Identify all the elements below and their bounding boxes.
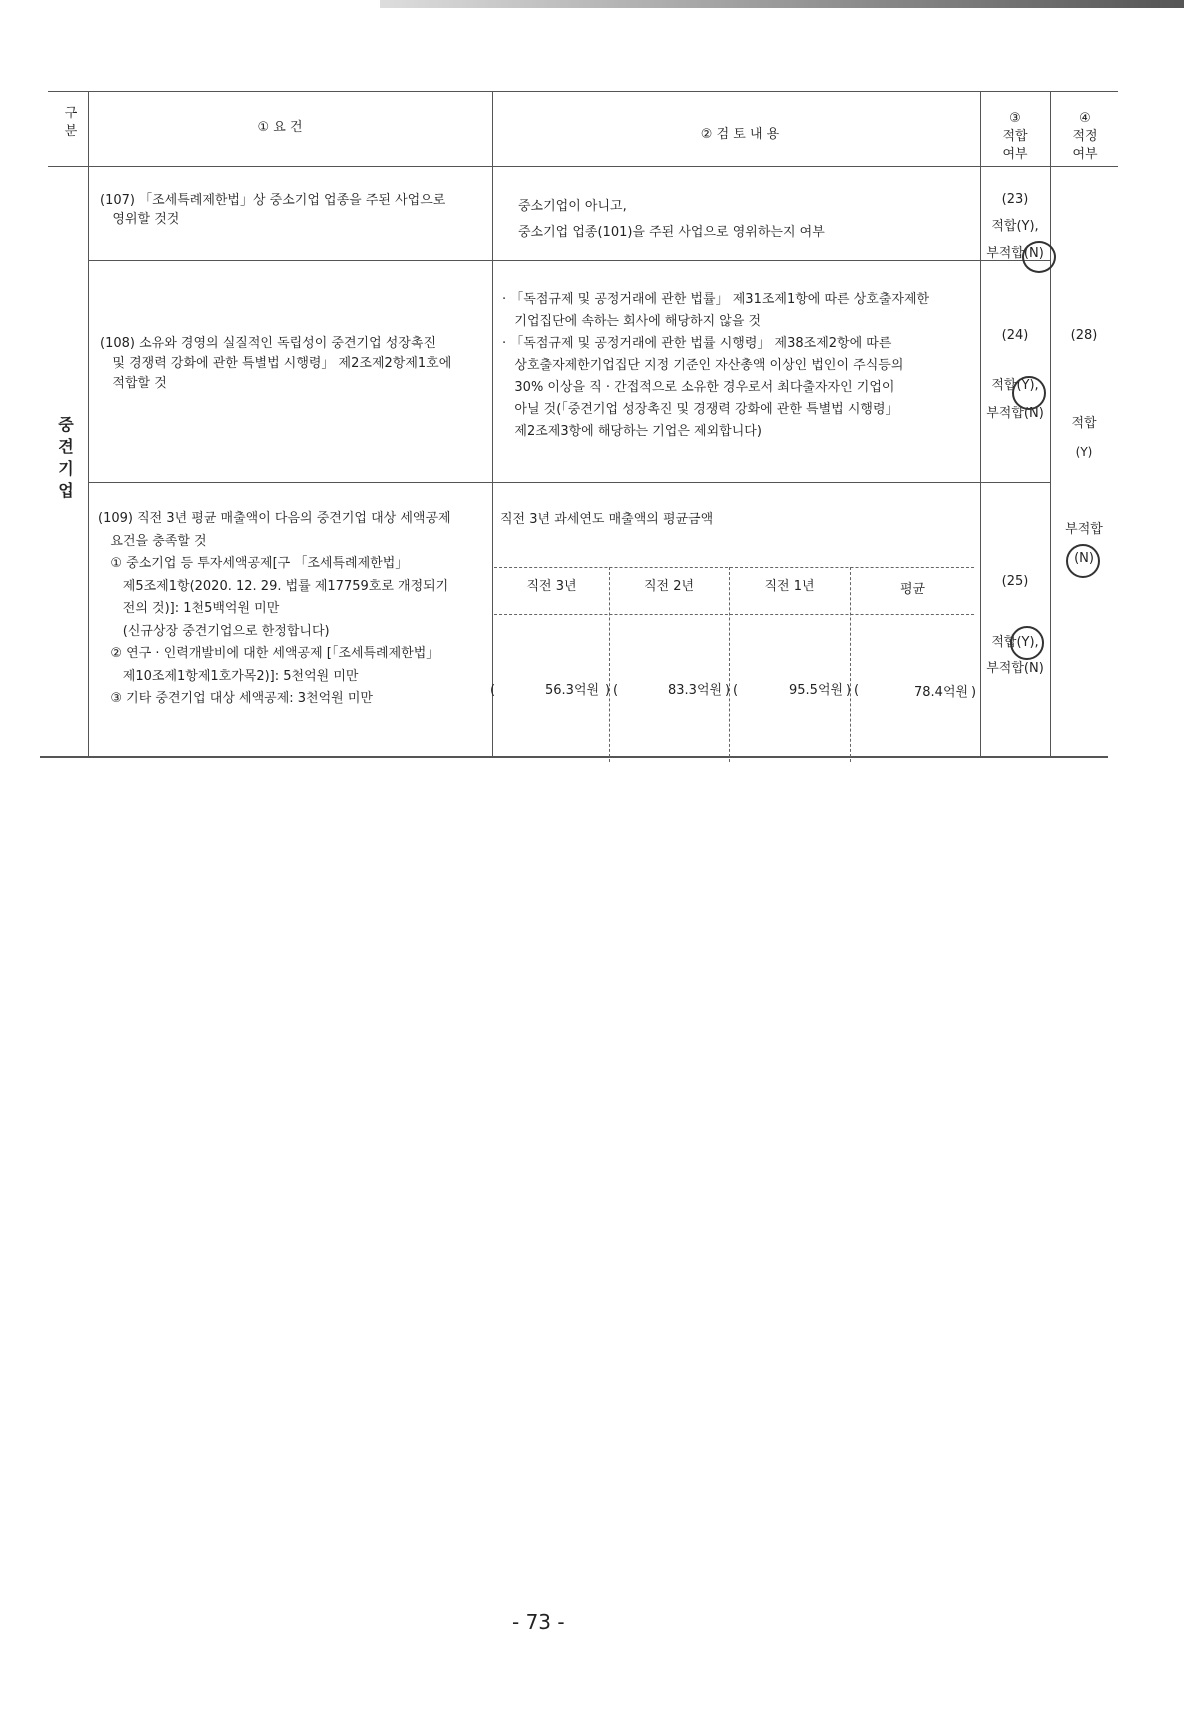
sales-table-top: [494, 567, 974, 568]
sales-header-avg: 평균: [899, 582, 926, 597]
col-divider-1: [88, 91, 89, 756]
col-divider-4: [1050, 91, 1051, 756]
sales-table-mid: [494, 614, 974, 615]
final-number: (28): [1070, 328, 1098, 343]
header-requirement: ① 요 건: [257, 120, 303, 135]
selected-y-circle: [1012, 376, 1046, 410]
header-bottom-border: [48, 166, 1118, 167]
row109-fit: 적합(Y), 부적합(N): [986, 635, 1044, 676]
sales-value-y1: 95.5억원: [789, 683, 844, 698]
row108-fit: (24) 적합(Y), 부적합(N): [986, 328, 1044, 421]
table-bottom-border: [40, 756, 1108, 758]
row1-bottom-border: [88, 260, 1050, 261]
close-paren: ): [605, 683, 611, 698]
open-paren: (: [490, 683, 496, 698]
header-fit: ③ 적합 여부: [1002, 111, 1028, 162]
sales-value-y3: 56.3억원: [545, 683, 600, 698]
sales-header-y2: 직전 2년: [643, 579, 695, 594]
row109-requirement: (109) 직전 3년 평균 매출액이 다음의 중견기업 대상 세액공제 요건을 충족할 것 ① 중소기업 등 투자세액공제[구 「조세특례제한법」 제5조제1항(2020. 12. 29. 법률 제17759호로 개정되기 전의 것)]: 1천5백억원 미만 (신규상장 중견기업으로 한정합니다) ② 연구 · 인력개발비에 대한 세액공제 [「조세특례제한법」 제10조제1항제1호가목2)]: 5천억원 미만 ③ 기타 중견기업 대상 세액공제: 3천억원 미만: [98, 511, 451, 706]
open-paren: (: [854, 683, 860, 698]
row109-review-title: 직전 3년 과세연도 매출액의 평균금액: [500, 512, 714, 527]
category-label: 중 견 기 업: [58, 415, 74, 500]
close-paren: ): [971, 685, 977, 700]
open-paren: (: [613, 683, 619, 698]
open-paren: (: [733, 683, 739, 698]
sales-col-div-2: [729, 567, 730, 762]
final-selected-circle: [1066, 544, 1100, 578]
sales-header-y1: 직전 1년: [764, 579, 815, 594]
selected-n-circle: [1022, 241, 1056, 273]
page-number: - 73 -: [512, 1610, 565, 1634]
scan-edge: [380, 0, 1184, 8]
row108-review: · 「독점규제 및 공정거래에 관한 법률」 제31조제1항에 따른 상호출자제한 기업집단에 속하는 회사에 해당하지 않을 것 · 「독점규제 및 공정거래에 관한 법률 시행령」 제38조제2항에 따른 상호출자제한기업집단 지정 기준인 자산총액 이상인 법인이 주식등의 30% 이상을 직 · 간접적으로 소유한 경우로서 최다출자자인 기업이 아닐 것(「중견기업 성장촉진 및 경쟁력 강화에 관한 특별법 시행령」 제2조제3항에 해당하는 기업은 제외합니다): [502, 292, 930, 439]
row107-requirement: (107) 「조세특례제한법」상 중소기업 업종을 주된 사업으로 영위할 것것: [100, 193, 446, 227]
row2-bottom-border: [88, 482, 1050, 483]
table-top-border: [48, 91, 1118, 92]
header-final: ④ 적정 여부: [1072, 111, 1098, 162]
col-divider-2: [490, 91, 496, 756]
sales-value-y2: 83.3억원: [668, 683, 723, 698]
final-fit: 적합 (Y): [1071, 416, 1097, 459]
header-category: 구 분: [64, 106, 78, 139]
close-paren: ): [725, 683, 731, 698]
header-review: ② 검 토 내 용: [700, 127, 780, 142]
row108-requirement: (108) 소유와 경영의 실질적인 독립성이 중견기업 성장촉진 및 경쟁력 강화에 관한 특별법 시행령」 제2조제2항제1호에 적합할 것: [100, 336, 452, 391]
sales-value-avg: 78.4억원: [914, 685, 969, 700]
final-unfit-code: (N): [1074, 551, 1094, 566]
col-divider-3: [980, 91, 981, 756]
row107-review: 중소기업이 아니고, 중소기업 업종(101)을 주된 사업으로 영위하는지 여부: [518, 199, 825, 240]
sales-col-div-1: [609, 567, 610, 762]
close-paren: ): [846, 683, 852, 698]
sales-header-y3: 직전 3년: [526, 579, 577, 594]
row107-fit: (23) 적합(Y), 부적합(N): [986, 192, 1044, 261]
selected-y-circle: [1010, 626, 1044, 660]
row109-fit-number: (25): [1001, 574, 1029, 589]
final-unfit-label: 부적합: [1065, 522, 1103, 537]
